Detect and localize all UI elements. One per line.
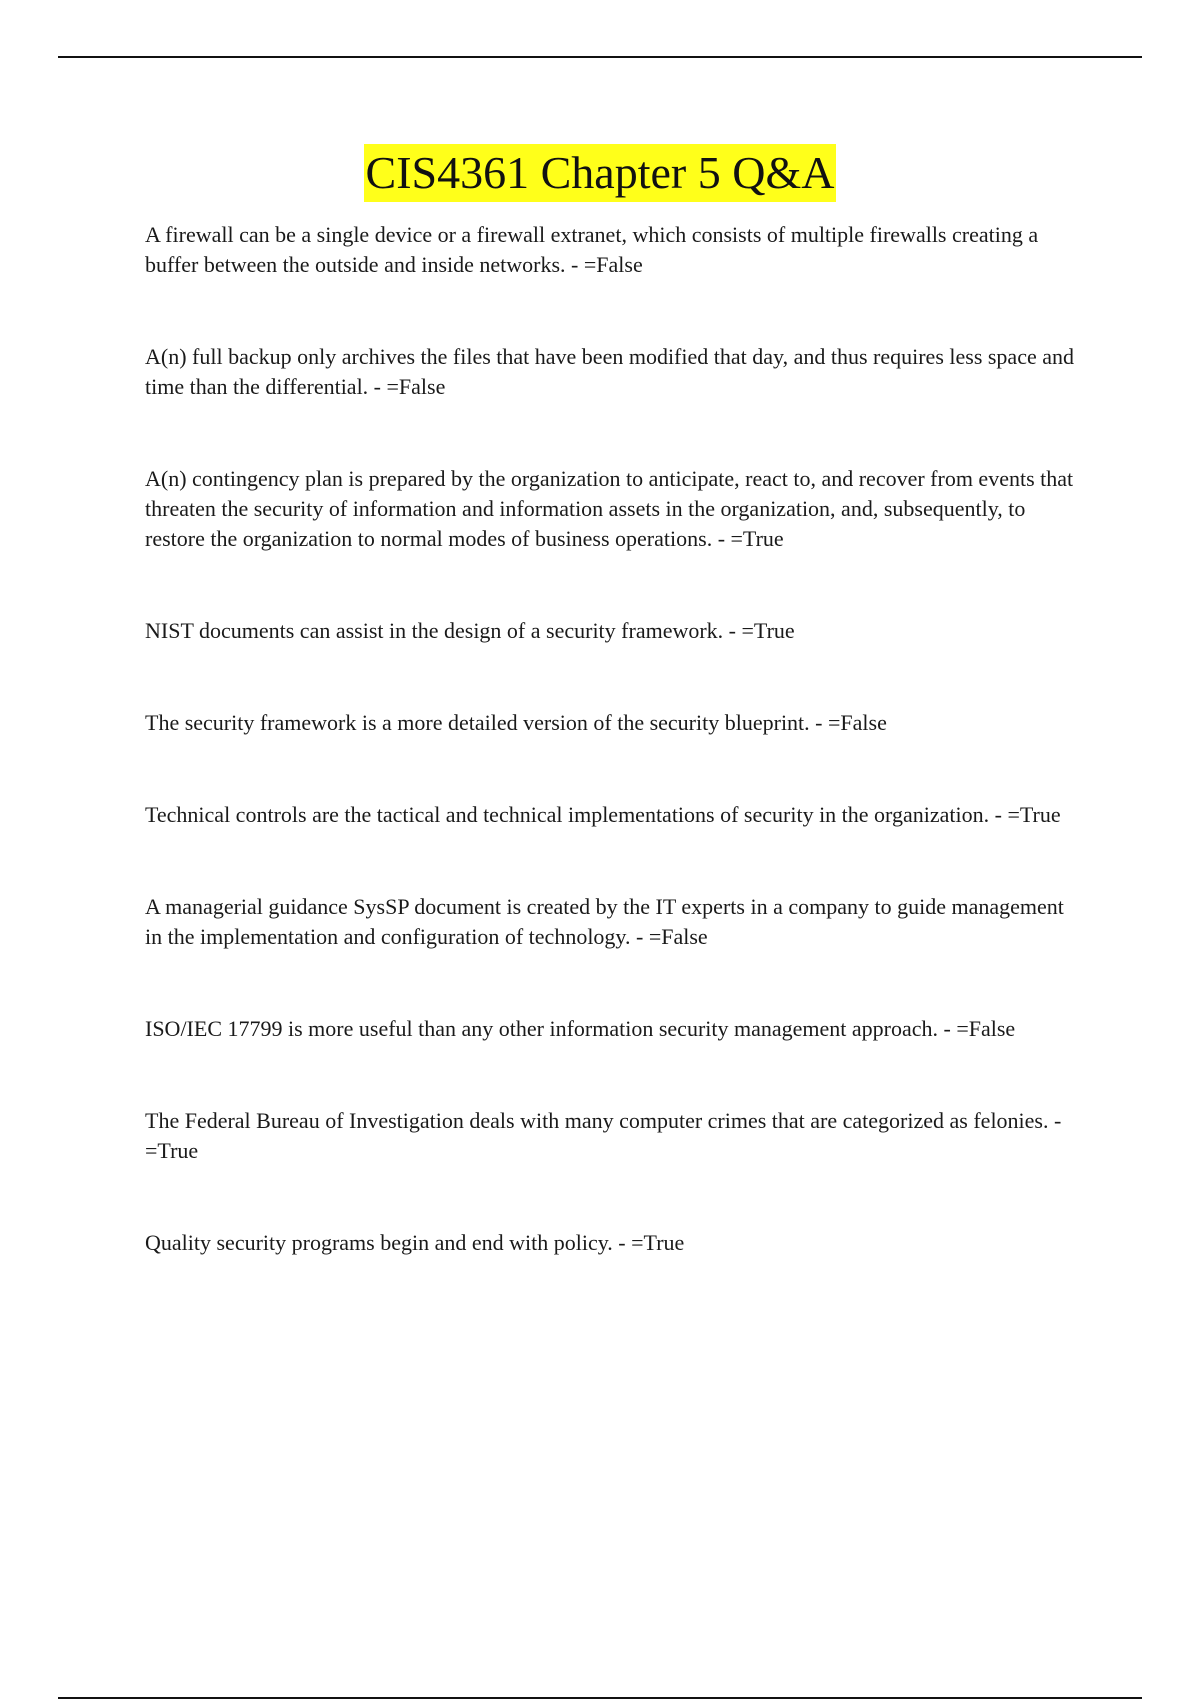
qa-item: A firewall can be a single device or a firewall extranet, which consists of multiple firewalls creating a buffer between the outside and inside networks. - =False	[145, 222, 1039, 277]
footer-rule	[58, 1697, 1142, 1699]
qa-item: ISO/IEC 17799 is more useful than any other information security management approach. - =False	[145, 1016, 1016, 1041]
qa-item: Technical controls are the tactical and technical implementations of security in the organization. - =True	[145, 802, 1061, 827]
qa-item: A managerial guidance SysSP document is created by the IT experts in a company to guide management in the implementation and configuration of technology. - =False	[145, 894, 1064, 949]
qa-list	[145, 220, 1085, 1320]
qa-item: NIST documents can assist in the design of a security framework. - =True	[145, 618, 795, 643]
qa-item: A(n) contingency plan is prepared by the organization to anticipate, react to, and recover from events that threaten the security of information and information assets in the organization, and, subsequently, to restore the organization to normal modes of business operations. - =True	[145, 466, 1074, 551]
qa-item: A(n) full backup only archives the files that have been modified that day, and thus requires less space and time than the differential. - =False	[145, 344, 1074, 399]
header-rule	[58, 56, 1142, 58]
qa-item: The Federal Bureau of Investigation deals with many computer crimes that are categorized as felonies. - =True	[145, 1108, 1062, 1163]
qa-item: The security framework is a more detailed version of the security blueprint. - =False	[145, 710, 887, 735]
qa-item: Quality security programs begin and end with policy. - =True	[145, 1230, 685, 1255]
document-title: CIS4361 Chapter 5 Q&A	[364, 144, 837, 202]
title-container	[0, 144, 1200, 202]
